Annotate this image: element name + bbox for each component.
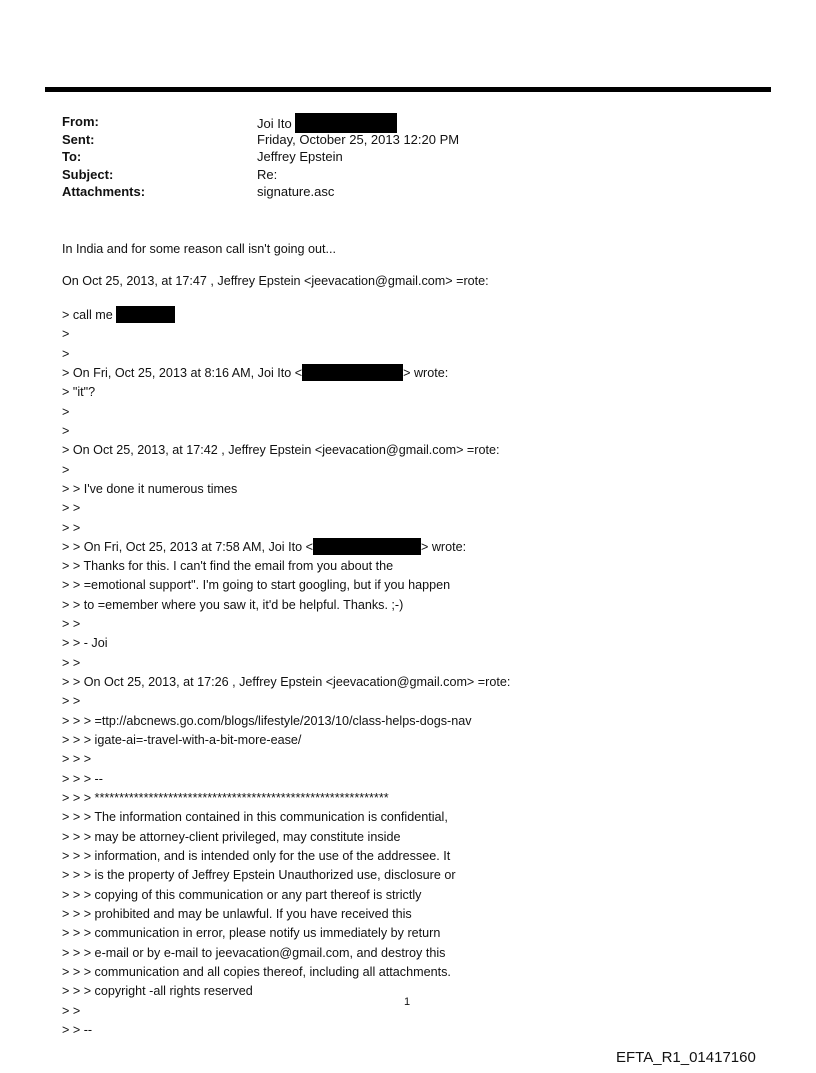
quoted-text: > "it"? <box>62 385 96 400</box>
quoted-line <box>62 692 80 711</box>
sent-value: Friday, October 25, 2013 12:20 PM <box>257 131 460 147</box>
quoted-text: > <box>62 346 70 361</box>
quoted-line <box>62 789 389 808</box>
quoted-text: > <box>62 327 70 342</box>
quoted-text: > > <box>62 655 81 670</box>
redaction-box <box>313 538 421 555</box>
quoted-line <box>62 422 69 441</box>
quoted-line <box>62 596 403 615</box>
quoted-text: > > > communication in error, please notify us immediately by return <box>62 926 441 941</box>
header-rule <box>45 87 771 92</box>
quoted-line <box>62 480 237 499</box>
quoted-line <box>62 499 80 518</box>
subject-value: Re: <box>257 166 278 182</box>
subject-label: Subject: <box>62 166 114 182</box>
quoted-text: > > Thanks for this. I can't find the email from you about the <box>62 559 394 574</box>
body-attribution: On Oct 25, 2013, at 17:47 , Jeffrey Epstein <jeevacation@gmail.com> =rote: <box>62 274 489 288</box>
sent-label: Sent: <box>62 131 95 147</box>
quoted-line <box>62 461 69 480</box>
quoted-line <box>62 828 400 847</box>
quoted-text: > On Oct 25, 2013, at 17:42 , Jeffrey Epstein <jeevacation@gmail.com> =rote: <box>62 443 500 458</box>
quoted-text: > > <box>62 694 81 709</box>
quoted-text: > > <box>62 501 81 516</box>
quoted-text: > > > may be attorney-client privileged, may constitute inside <box>62 829 401 844</box>
quoted-text: > > > =ttp://abcnews.go.com/blogs/lifestyle/2013/10/class-helps-dogs-nav <box>62 713 472 728</box>
body-intro: In India and for some reason call isn't going out... <box>62 242 337 256</box>
page-number: 1 <box>404 996 411 1008</box>
quoted-line <box>62 576 450 595</box>
quoted-text: > > -- <box>62 1022 93 1037</box>
quoted-line <box>62 615 80 634</box>
quoted-text: > call me <box>62 308 117 322</box>
quoted-line <box>62 847 450 866</box>
quoted-text: > > > copyright -all rights reserved <box>62 984 253 999</box>
quoted-line <box>62 673 510 692</box>
quoted-line <box>62 441 500 460</box>
quoted-text: > > to =emember where you saw it, it'd be helpful. Thanks. ;-) <box>62 597 404 612</box>
redaction-box <box>302 364 403 381</box>
from-name: Joi Ito <box>257 116 292 131</box>
quoted-line <box>62 325 69 344</box>
quoted-text: > On Fri, Oct 25, 2013 at 8:16 AM, Joi Ito < <box>62 365 303 380</box>
quoted-line <box>62 808 448 827</box>
quoted-text: > > > prohibited and may be unlawful. If you have received this <box>62 906 412 921</box>
quoted-line <box>62 383 95 402</box>
quoted-text: > wrote: <box>403 365 449 380</box>
attachments-label: Attachments: <box>62 184 146 199</box>
quoted-line <box>62 1021 92 1040</box>
quoted-line <box>62 731 301 750</box>
quoted-text: > <box>62 404 70 419</box>
quoted-line <box>62 905 412 924</box>
quoted-line <box>62 403 69 422</box>
quoted-line <box>62 306 175 325</box>
quoted-text: > > > information, and is intended only for the use of the addressee. It <box>62 848 451 863</box>
quoted-line <box>62 364 448 383</box>
quoted-text: > > I've done it numerous times <box>62 481 238 496</box>
quoted-text: > <box>62 423 70 438</box>
quoted-line <box>62 538 466 557</box>
quoted-line <box>62 982 253 1001</box>
quoted-text: > > On Fri, Oct 25, 2013 at 7:58 AM, Joi Ito < <box>62 539 313 554</box>
quoted-text: > > > igate-ai=-travel-with-a-bit-more-ease/ <box>62 733 302 748</box>
from-label: From: <box>62 114 99 129</box>
quoted-text: > > <box>62 1003 81 1018</box>
quoted-line <box>62 634 108 653</box>
quoted-text: > > =emotional support". I'm going to start googling, but if you happen <box>62 578 451 593</box>
quoted-line <box>62 944 445 963</box>
quoted-line <box>62 963 451 982</box>
bates-number: EFTA_R1_01417160 <box>616 1049 756 1066</box>
quoted-text: > > On Oct 25, 2013, at 17:26 , Jeffrey Epstein <jeevacation@gmail.com> =rote: <box>62 675 511 690</box>
quoted-text: > > <box>62 520 81 535</box>
to-label: To: <box>62 149 82 164</box>
quoted-line <box>62 654 80 673</box>
quoted-line <box>62 866 456 885</box>
quoted-line <box>62 519 80 538</box>
quoted-text: > > > <box>62 752 92 767</box>
quoted-text: > > > copying of this communication or any part thereof is strictly <box>62 887 422 902</box>
to-value: Jeffrey Epstein <box>257 149 343 164</box>
redaction-box <box>116 306 175 323</box>
quoted-text: > > <box>62 617 81 632</box>
quoted-line <box>62 557 393 576</box>
quoted-line <box>62 924 440 943</box>
attachment-link[interactable]: signature.asc <box>257 184 335 199</box>
quoted-text: > > > e-mail or by e-mail to jeevacation@gmail.com, and destroy this <box>62 945 446 960</box>
quoted-line <box>62 770 103 789</box>
quoted-line <box>62 1002 80 1021</box>
quoted-text: > > > The information contained in this communication is confidential, <box>62 810 448 825</box>
quoted-text: > > > -- <box>62 771 103 786</box>
quoted-line <box>62 712 472 731</box>
quoted-text: > > > is the property of Jeffrey Epstein Unauthorized use, disclosure or <box>62 868 456 883</box>
quoted-text: > > - Joi <box>62 636 108 651</box>
quoted-text: > > > communication and all copies thereof, including all attachments. <box>62 964 451 979</box>
quoted-text: > <box>62 462 70 477</box>
quoted-text: > > > ************************************************************ <box>62 791 389 805</box>
quoted-text: > wrote: <box>420 539 467 554</box>
quoted-line <box>62 886 421 905</box>
quoted-line <box>62 750 91 769</box>
quoted-line <box>62 345 69 364</box>
